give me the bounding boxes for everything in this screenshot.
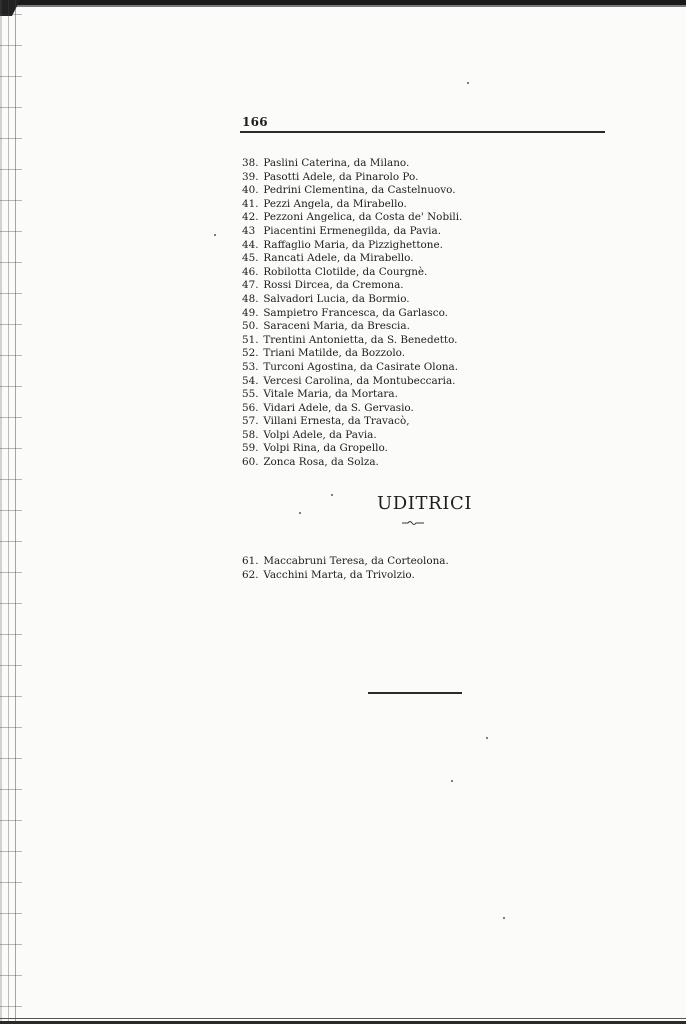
entry-number: 41. xyxy=(242,197,259,210)
list-item xyxy=(242,184,462,198)
entry-text: Pedrini Clementina, da Castelnuovo. xyxy=(263,184,456,197)
entry-text: Trentini Antonietta, da S. Benedetto. xyxy=(263,333,458,346)
entry-text: Zonca Rosa, da Solza. xyxy=(263,456,379,469)
header-rule xyxy=(240,131,605,133)
entry-number: 56. xyxy=(242,401,259,414)
entry-number: 62. xyxy=(242,568,259,581)
list-item xyxy=(242,456,462,470)
entry-text: Salvadori Lucia, da Bormio. xyxy=(263,292,410,305)
scan-bottom-edge xyxy=(0,1016,686,1024)
ornament-flourish xyxy=(401,520,425,526)
entry-text: Pasotti Adele, da Pinarolo Po. xyxy=(263,170,419,183)
entry-text: Vercesi Carolina, da Montubeccaria. xyxy=(263,374,456,387)
paper-speck xyxy=(467,82,469,84)
entry-number: 40. xyxy=(242,184,259,197)
entry-text: Volpi Rina, da Gropello. xyxy=(263,442,388,455)
entry-number: 45. xyxy=(242,252,259,265)
paper-speck xyxy=(331,494,333,496)
paper-speck xyxy=(503,917,505,919)
entry-number: 61. xyxy=(242,555,259,567)
entry-number: 55. xyxy=(242,388,259,401)
entry-number: 54. xyxy=(242,374,259,387)
paper-speck xyxy=(486,737,488,739)
end-rule xyxy=(368,692,462,694)
entry-text: Volpi Adele, da Pavia. xyxy=(263,428,377,441)
list-item xyxy=(242,307,462,321)
list-item xyxy=(242,320,462,334)
list-item xyxy=(242,266,462,280)
entry-text: Saraceni Maria, da Brescia. xyxy=(263,320,410,333)
entry-text: Triani Matilde, da Bozzolo. xyxy=(263,347,406,360)
students-list xyxy=(242,157,462,470)
paper-speck xyxy=(214,234,216,236)
entry-text: Pezzi Angela, da Mirabello. xyxy=(263,197,407,210)
paper-speck xyxy=(299,512,301,514)
scan-binding-edge xyxy=(0,0,22,1024)
entry-number: 46. xyxy=(242,265,259,278)
list-item xyxy=(242,388,462,402)
entry-text: Paslini Caterina, da Milano. xyxy=(263,157,410,169)
list-item xyxy=(242,375,462,389)
entry-text: Rossi Dircea, da Cremona. xyxy=(263,279,404,292)
list-item xyxy=(242,293,462,307)
list-item xyxy=(242,334,462,348)
entry-number: 38. xyxy=(242,157,259,169)
list-item xyxy=(242,239,462,253)
list-item xyxy=(242,171,462,185)
section-heading: UDITRICI xyxy=(377,493,473,514)
entry-text: Raffaglio Maria, da Pizzighettone. xyxy=(263,238,443,251)
entry-text: Villani Ernesta, da Travacò, xyxy=(263,415,410,428)
entry-number: 52. xyxy=(242,347,259,360)
entry-number: 44. xyxy=(242,238,259,251)
entry-text: Vitale Maria, da Mortara. xyxy=(263,388,398,401)
auditors-list xyxy=(242,555,449,582)
list-item xyxy=(242,211,462,225)
entry-number: 39. xyxy=(242,170,259,183)
list-item xyxy=(242,279,462,293)
page-number: 166 xyxy=(242,115,268,129)
entry-text: Sampietro Francesca, da Garlasco. xyxy=(263,306,448,319)
entry-text: Vacchini Marta, da Trivolzio. xyxy=(263,568,415,581)
entry-number: 51. xyxy=(242,333,259,346)
entry-text: Rancati Adele, da Mirabello. xyxy=(263,252,414,265)
list-item xyxy=(242,252,462,266)
entry-number: 42. xyxy=(242,211,259,224)
entry-number: 60. xyxy=(242,456,259,469)
list-item xyxy=(242,555,449,569)
list-item xyxy=(242,157,462,171)
list-item xyxy=(242,415,462,429)
entry-text: Vidari Adele, da S. Gervasio. xyxy=(263,401,414,414)
entry-text: Turconi Agostina, da Casirate Olona. xyxy=(263,360,459,373)
entry-number: 43 xyxy=(242,224,256,237)
scan-top-edge xyxy=(0,0,686,10)
list-item xyxy=(242,442,462,456)
list-item xyxy=(242,198,462,212)
list-item xyxy=(242,429,462,443)
entry-number: 49. xyxy=(242,306,259,319)
list-item xyxy=(242,402,462,416)
entry-number: 53. xyxy=(242,360,259,373)
list-item xyxy=(242,347,462,361)
entry-number: 48. xyxy=(242,292,259,305)
entry-text: Pezzoni Angelica, da Costa de' Nobili. xyxy=(263,211,463,224)
paper-speck xyxy=(451,780,453,782)
entry-text: Robilotta Clotilde, da Courgnè. xyxy=(263,265,428,278)
list-item xyxy=(242,361,462,375)
list-item xyxy=(242,225,462,239)
entry-number: 57. xyxy=(242,415,259,428)
list-item xyxy=(242,569,449,583)
entry-text: Maccabruni Teresa, da Corteolona. xyxy=(263,555,449,567)
entry-text: Piacentini Ermenegilda, da Pavia. xyxy=(263,224,442,237)
entry-number: 50. xyxy=(242,320,259,333)
entry-number: 47. xyxy=(242,279,259,292)
entry-number: 59. xyxy=(242,442,259,455)
entry-number: 58. xyxy=(242,428,259,441)
